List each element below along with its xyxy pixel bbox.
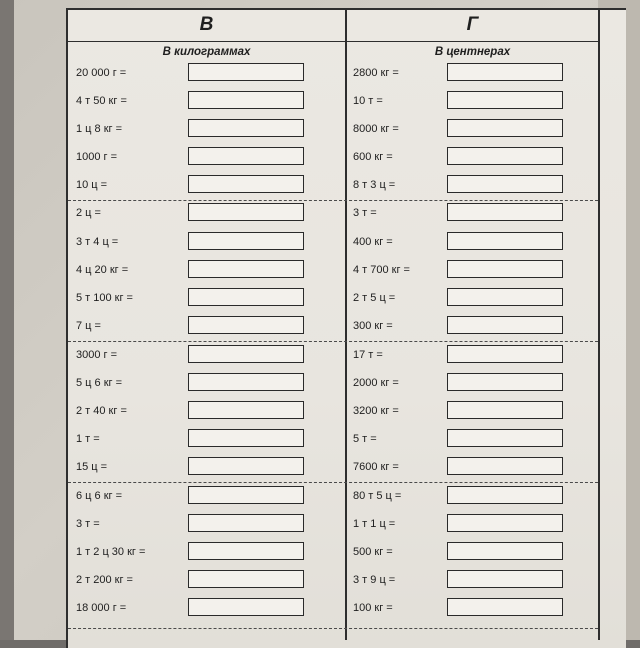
b-expression: 5 ц 6 кг = [76,377,123,389]
b-expression: 2 ц = [76,207,101,219]
b-expression: 10 ц = [76,179,108,191]
b-expression: 3 т 4 ц = [76,236,119,248]
g-expression: 2 т 5 ц = [353,292,396,304]
g-row [0,147,640,167]
g-row [0,232,640,252]
g-row [0,175,640,195]
g-row [0,316,640,336]
g-answer-box[interactable] [447,598,563,616]
b-expression: 5 т 100 кг = [76,292,133,304]
g-expression: 4 т 700 кг = [353,264,410,276]
g-answer-box[interactable] [447,288,563,306]
g-row [0,514,640,534]
b-expression: 2 т 200 кг = [76,574,133,586]
column-g-subtitle: В центнерах [434,46,511,58]
g-expression: 7600 кг = [353,461,399,473]
g-answer-box[interactable] [447,175,563,193]
g-answer-box[interactable] [447,203,563,221]
b-expression: 1 т 2 ц 30 кг = [76,546,146,558]
g-expression: 1 т 1 ц = [353,518,396,530]
b-expression: 1 ц 8 кг = [76,123,123,135]
g-row [0,401,640,421]
b-expression: 4 т 50 кг = [76,95,127,107]
g-row [0,345,640,365]
g-answer-box[interactable] [447,316,563,334]
g-row [0,203,640,223]
g-expression: 400 кг = [353,236,393,248]
b-expression: 7 ц = [76,320,101,332]
b-expression: 3000 г = [76,349,118,361]
g-row [0,598,640,618]
g-row [0,486,640,506]
g-expression: 3200 кг = [353,405,399,417]
g-row [0,429,640,449]
column-b-subtitle: В килограммах [162,46,251,58]
g-expression: 100 кг = [353,602,393,614]
g-expression: 17 т = [353,349,383,361]
group-divider [68,628,598,629]
g-answer-box[interactable] [447,514,563,532]
group-divider [68,482,598,483]
g-answer-box[interactable] [447,63,563,81]
g-expression: 80 т 5 ц = [353,490,402,502]
g-answer-box[interactable] [447,91,563,109]
b-expression: 6 ц 6 кг = [76,490,123,502]
g-row [0,119,640,139]
g-expression: 2000 кг = [353,377,399,389]
g-expression: 500 кг = [353,546,393,558]
g-row [0,542,640,562]
g-expression: 10 т = [353,95,383,107]
b-expression: 15 ц = [76,461,108,473]
g-expression: 8 т 3 ц = [353,179,396,191]
column-b-header: В [68,8,345,42]
g-answer-box[interactable] [447,373,563,391]
g-answer-box[interactable] [447,570,563,588]
b-expression: 2 т 40 кг = [76,405,127,417]
g-expression: 8000 кг = [353,123,399,135]
g-row [0,63,640,83]
g-row [0,288,640,308]
g-answer-box[interactable] [447,486,563,504]
group-divider [68,200,598,201]
g-answer-box[interactable] [447,260,563,278]
g-answer-box[interactable] [447,429,563,447]
column-g-header: Г [347,8,598,42]
b-expression: 1000 г = [76,151,118,163]
b-expression: 4 ц 20 кг = [76,264,129,276]
b-expression: 18 000 г = [76,602,127,614]
g-row [0,570,640,590]
b-expression: 20 000 г = [76,67,127,79]
g-row [0,373,640,393]
g-expression: 3 т = [353,207,377,219]
g-answer-box[interactable] [447,345,563,363]
g-expression: 600 кг = [353,151,393,163]
g-answer-box[interactable] [447,401,563,419]
b-expression: 3 т = [76,518,100,530]
g-row [0,260,640,280]
b-expression: 1 т = [76,433,100,445]
g-answer-box[interactable] [447,232,563,250]
g-answer-box[interactable] [447,542,563,560]
group-divider [68,341,598,342]
g-expression: 2800 кг = [353,67,399,79]
g-row [0,91,640,111]
g-row [0,457,640,477]
g-answer-box[interactable] [447,147,563,165]
g-expression: 300 кг = [353,320,393,332]
g-answer-box[interactable] [447,119,563,137]
g-expression: 3 т 9 ц = [353,574,396,586]
g-answer-box[interactable] [447,457,563,475]
g-expression: 5 т = [353,433,377,445]
